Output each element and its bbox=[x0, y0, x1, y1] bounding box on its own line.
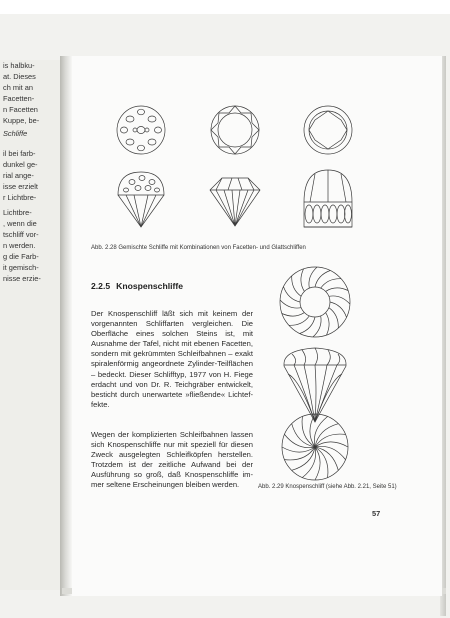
scan-background bbox=[0, 0, 450, 14]
figure-2-29-bud-cut bbox=[270, 262, 360, 482]
left-page-line: Kuppe, be- bbox=[3, 116, 40, 125]
left-page-line: n Facetten bbox=[3, 105, 38, 114]
bud-cut-groove bbox=[284, 287, 301, 302]
left-page-line: il bei farb- bbox=[3, 149, 36, 158]
gem-facetted-rim-top-view bbox=[211, 106, 259, 154]
gem-smooth-top-view bbox=[304, 106, 352, 154]
bud-cut-groove bbox=[326, 313, 329, 335]
bud-cut-groove bbox=[315, 271, 330, 288]
bud-cut-spiral bbox=[315, 447, 338, 470]
book-gutter bbox=[60, 56, 72, 596]
left-page-fragment bbox=[0, 60, 62, 590]
body-paragraph-2 bbox=[91, 430, 253, 491]
paragraph-text: Wegen der komplizierten Schleifbahnen lassen sich Knospenschliffe nur mit speziell für diesen Zweck ausgelegten Schleifköpfen herstellen. Trotzdem ist der zeitliche Aufwand bei der Ausführung so groß, daß Knospenschliffe immer seltene Erscheinungen bleiben werden. bbox=[91, 430, 253, 490]
section-title: Knospenschliffe bbox=[116, 281, 183, 291]
gem-spotted-side-view bbox=[118, 172, 164, 227]
bud-cut-groove bbox=[329, 308, 338, 328]
left-page-line: Facetten- bbox=[3, 94, 35, 103]
bud-cut-spiral bbox=[292, 424, 315, 447]
bud-cut-groove bbox=[282, 313, 304, 316]
bud-cut-top-view bbox=[280, 267, 350, 337]
section-heading bbox=[91, 281, 183, 291]
left-page-line: , wenn die bbox=[3, 219, 37, 228]
left-page-line: Lichtbre- bbox=[3, 208, 32, 217]
left-page-line: is halbku- bbox=[3, 61, 35, 70]
left-page-line: ch mit an bbox=[3, 83, 33, 92]
left-page-line: tschliff vor- bbox=[3, 230, 39, 239]
bud-cut-bottom-view bbox=[282, 414, 348, 480]
left-page-line: Schliffe bbox=[3, 129, 28, 138]
bud-cut-groove bbox=[301, 269, 304, 291]
section-number: 2.2.5 bbox=[91, 281, 111, 291]
page-number: 57 bbox=[372, 509, 381, 518]
bud-cut-groove bbox=[289, 316, 309, 325]
left-page-line: nisse erzie- bbox=[3, 274, 41, 283]
figure-2-28-caption: Abb. 2.28 Gemischte Schliffe mit Kombinationen von Facetten- und Glattschliffen bbox=[91, 245, 306, 251]
bud-cut-groove bbox=[292, 276, 301, 296]
left-page-line: g die Farb- bbox=[3, 252, 39, 261]
left-page-line: rial ange- bbox=[3, 171, 34, 180]
left-page-line: n werden. bbox=[3, 241, 36, 250]
figure-2-28-mixed-cuts bbox=[110, 102, 380, 232]
left-page-line: dunkel ge- bbox=[3, 160, 38, 169]
bud-cut-groove bbox=[300, 317, 315, 334]
body-paragraph-1 bbox=[91, 309, 253, 410]
bud-cut-groove bbox=[326, 288, 348, 291]
bud-cut-spiral bbox=[292, 447, 315, 470]
left-page-line: isse erzielt bbox=[3, 182, 38, 191]
paragraph-text: Der Knospenschliff läßt sich mit keinem der vorgenannten Schliffarten vergleichen. Die Oberfläche eines solchen Steins ist, mit Ausnahme der Tafel, nicht mit ebenen Facetten, sondern mit gekrümmten Schleifbahnen – exakt spiralenförmig angeordnete Zylinder-Teilflächen – bedeckt. Dieser Schlifftyp, 1977 von H. Fiege erdacht und von Dr. R. Teichgräber entwickelt, besticht durch unerwartete »fließende« Lichteffekte. bbox=[91, 309, 253, 409]
bud-cut-side-view bbox=[284, 348, 346, 422]
gem-spotted-top-view bbox=[117, 106, 165, 154]
figure-2-29-caption: Abb. 2.29 Knospenschliff (siehe Abb. 2.21, Seite 51) bbox=[258, 484, 397, 490]
left-page-line: r Lichtbre- bbox=[3, 193, 37, 202]
left-page-line: at. Dieses bbox=[3, 72, 36, 81]
gem-dome-side-view bbox=[304, 170, 352, 227]
left-page-line: it gemisch- bbox=[3, 263, 39, 272]
bud-cut-groove bbox=[321, 279, 341, 288]
bud-cut-groove bbox=[330, 302, 347, 317]
gem-facetted-side-view bbox=[210, 178, 260, 226]
bud-cut-spiral bbox=[315, 424, 338, 447]
